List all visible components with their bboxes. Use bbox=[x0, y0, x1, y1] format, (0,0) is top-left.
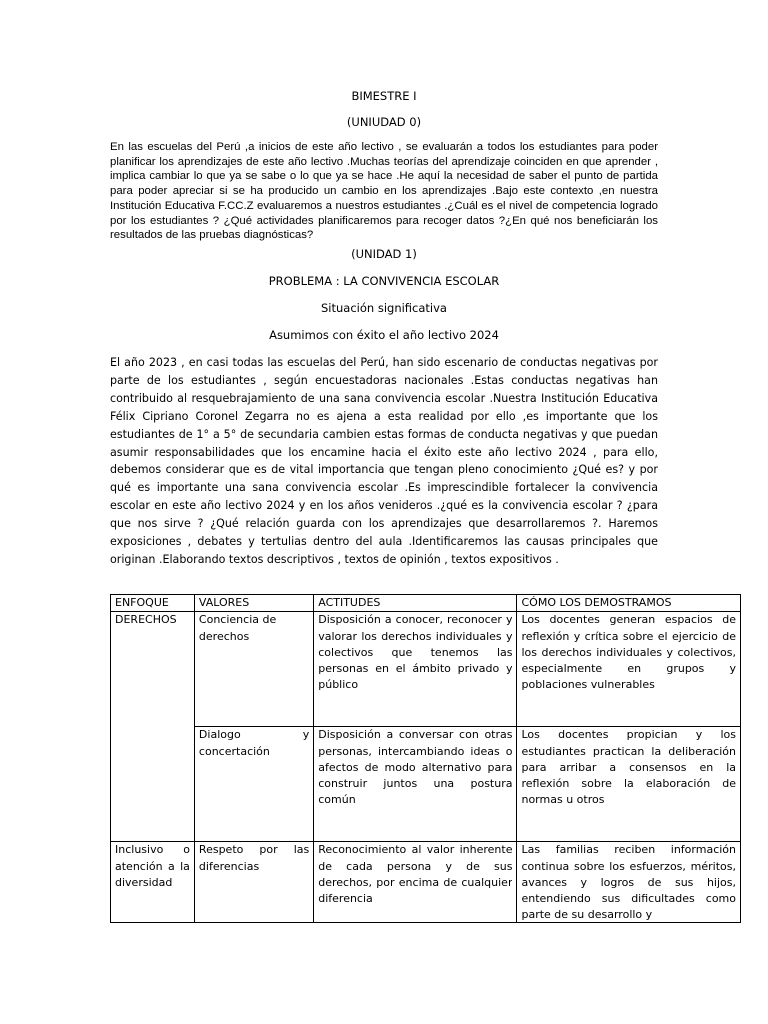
header-actitudes: ACTITUDES bbox=[314, 595, 517, 612]
values-table bbox=[110, 594, 741, 923]
intro-paragraph: En las escuelas del Perú ,a inicios de este año lectivo , se evaluarán a todos los estudiantes para poder planificar los aprendizajes de este año lectivo .Muchas teorías del aprendizaje coinciden en que aprender , implica cambiar lo que ya se sabe o lo que ya se hace .He aquí la necesidad de saber el punto de partida para poder apreciar si se ha producido un cambio en los aprendizajes .Bajo este contexto ,en nuestra Institución Educativa F.CC.Z evaluaremos a nuestros estudiantes .¿Cuál es el nivel de competencia logrado por los estudiantes ? ¿Qué actividades planificaremos para recoger datos ?¿En qué nos beneficiarán los resultados de las pruebas diagnósticas? bbox=[110, 141, 658, 242]
enfoque-cell: Inclusivo o atención a la diversidad bbox=[111, 842, 195, 923]
table-header-row bbox=[111, 595, 741, 612]
table-row bbox=[111, 612, 741, 727]
valor-cell: Dialogo y concertación bbox=[194, 727, 313, 842]
demostracion-cell: Los docentes generan espacios de reflexión y crítica sobre el ejercicio de los derechos individuales y colectivos, especialmente en grupos y poblaciones vulnerables bbox=[517, 612, 741, 727]
bimestre-heading: BIMESTRE I bbox=[351, 89, 417, 103]
header-enfoque: ENFOQUE bbox=[111, 595, 195, 612]
header-valores: VALORES bbox=[194, 595, 313, 612]
unidad-0-heading: (UNIUDAD 0) bbox=[346, 115, 422, 129]
valor-cell: Conciencia de derechos bbox=[194, 612, 313, 727]
enfoque-cell: DERECHOS bbox=[111, 612, 195, 842]
actitud-cell: Disposición a conversar con otras personas, intercambiando ideas o afectos de modo alternativo para construir juntos una postura común bbox=[314, 727, 517, 842]
situacion-paragraph: El año 2023 , en casi todas las escuelas del Perú, han sido escenario de conductas negativas por parte de los estudiantes , según encuestadoras nacionales .Estas conductas negativas han contribuido al resquebrajamiento de una sana convivencia escolar .Nuestra Institución Educativa Félix Cipriano Coronel Zegarra no es ajena a esta realidad por ello ,es importante que los estudiantes de 1° a 5° de secundaria cambien estas formas de conducta negativas y que puedan asumir responsabilidades que los encamine hacia el éxito este año lectivo 2024 , para ello, debemos considerar que es de vital importancia que tengan pleno conocimiento ¿Qué es? y por qué es importante una sana convivencia escolar .Es imprescindible fortalecer la convivencia escolar en este año lectivo 2024 y en los años venideros .¿qué es la convivencia escolar ? ¿para que nos sirve ? ¿Qué relación guarda con los aprendizajes que desarrollaremos ?. Haremos exposiciones , debates y tertulias dentro del aula .Identificaremos las causas principales que originan .Elaborando textos descriptivos , textos de opinión , textos expositivos . bbox=[110, 356, 658, 566]
table-row bbox=[111, 727, 741, 842]
valor-cell: Respeto por las diferencias bbox=[194, 842, 313, 923]
problema-heading: PROBLEMA : LA CONVIVENCIA ESCOLAR bbox=[268, 274, 500, 288]
demostracion-cell: Los docentes propician y los estudiantes practican la deliberación para arribar a consensos en la reflexión sobre la elaboración de normas u otros bbox=[517, 727, 741, 842]
header-como-demostramos: CÓMO LOS DEMOSTRAMOS bbox=[517, 595, 741, 612]
actitud-cell: Disposición a conocer, reconocer y valorar los derechos individuales y colectivos que tenemos las personas en el ámbito privado y público bbox=[314, 612, 517, 727]
demostracion-cell: Las familias reciben información continua sobre los esfuerzos, méritos, avances y logros de sus hijos, entendiendo sus dificultades como parte de su desarrollo y bbox=[517, 842, 741, 923]
unidad-1-heading: (UNIDAD 1) bbox=[351, 247, 417, 261]
table-row bbox=[111, 842, 741, 923]
actitud-cell: Reconocimiento al valor inherente de cada persona y de sus derechos, por encima de cualquier diferencia bbox=[314, 842, 517, 923]
situacion-title: Situación significativa bbox=[321, 301, 447, 315]
asumimos-subtitle: Asumimos con éxito el año lectivo 2024 bbox=[269, 328, 499, 342]
